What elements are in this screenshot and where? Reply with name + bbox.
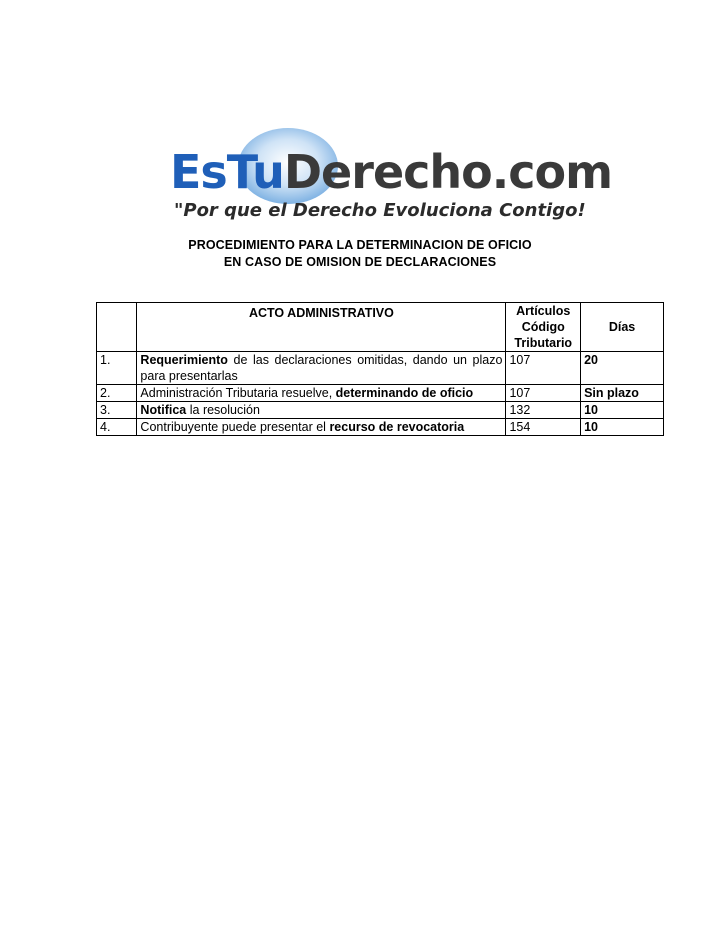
row-dias: Sin plazo — [581, 385, 664, 402]
table-row — [97, 385, 664, 402]
row-acto-bold: Requerimiento — [140, 353, 228, 367]
row-dias: 10 — [581, 402, 664, 419]
row-acto — [137, 419, 506, 436]
row-number: 2. — [97, 385, 137, 402]
row-dias: 20 — [581, 352, 664, 385]
row-acto-plain: Administración Tributaria resuelve, — [140, 386, 336, 400]
row-acto-bold: recurso de revocatoria — [329, 420, 465, 434]
logo-slogan: "Por que el Derecho Evoluciona Contigo! — [174, 200, 586, 221]
header-articulos-line-1: Artículos — [516, 304, 571, 318]
row-acto — [137, 402, 506, 419]
header-articulos — [506, 303, 581, 352]
logo-graphic — [168, 124, 613, 224]
table-header-row — [97, 303, 664, 352]
table-row — [97, 352, 664, 385]
logo-part-derecho: Derecho — [283, 145, 492, 199]
row-number: 3. — [97, 402, 137, 419]
header-acto: ACTO ADMINISTRATIVO — [137, 303, 506, 352]
svg-text:EsTuDerecho.com — [170, 145, 612, 199]
table-row — [97, 419, 664, 436]
site-logo — [168, 124, 613, 224]
row-acto-plain: Contribuyente puede presentar el — [140, 420, 330, 434]
title-line-1: PROCEDIMIENTO PARA LA DETERMINACION DE OFICIO — [188, 238, 532, 252]
header-num-cell — [97, 303, 137, 352]
document-title — [150, 237, 570, 271]
table-row — [97, 402, 664, 419]
row-articulo: 132 — [506, 402, 581, 419]
row-acto — [137, 385, 506, 402]
procedure-table — [96, 302, 664, 436]
row-acto-bold: Notifica — [140, 403, 187, 417]
row-acto-bold: determinando de oficio — [335, 386, 474, 400]
logo-part-estu: EsTu — [170, 145, 284, 199]
row-acto-rest: de las declaraciones omitidas, dando un plazo para presentarlas — [140, 353, 503, 383]
header-articulos-line-3: Tributario — [514, 336, 573, 350]
header-articulos-line-2: Código — [521, 320, 565, 334]
row-articulo: 107 — [506, 352, 581, 385]
row-number: 1. — [97, 352, 137, 385]
logo-part-com: .com — [491, 145, 613, 199]
row-articulo: 107 — [506, 385, 581, 402]
row-acto — [137, 352, 506, 385]
row-dias: 10 — [581, 419, 664, 436]
row-number: 4. — [97, 419, 137, 436]
header-dias: Días — [581, 303, 664, 352]
row-articulo: 154 — [506, 419, 581, 436]
row-acto-rest: la resolución — [186, 403, 260, 417]
title-line-2: EN CASO DE OMISION DE DECLARACIONES — [223, 255, 497, 269]
